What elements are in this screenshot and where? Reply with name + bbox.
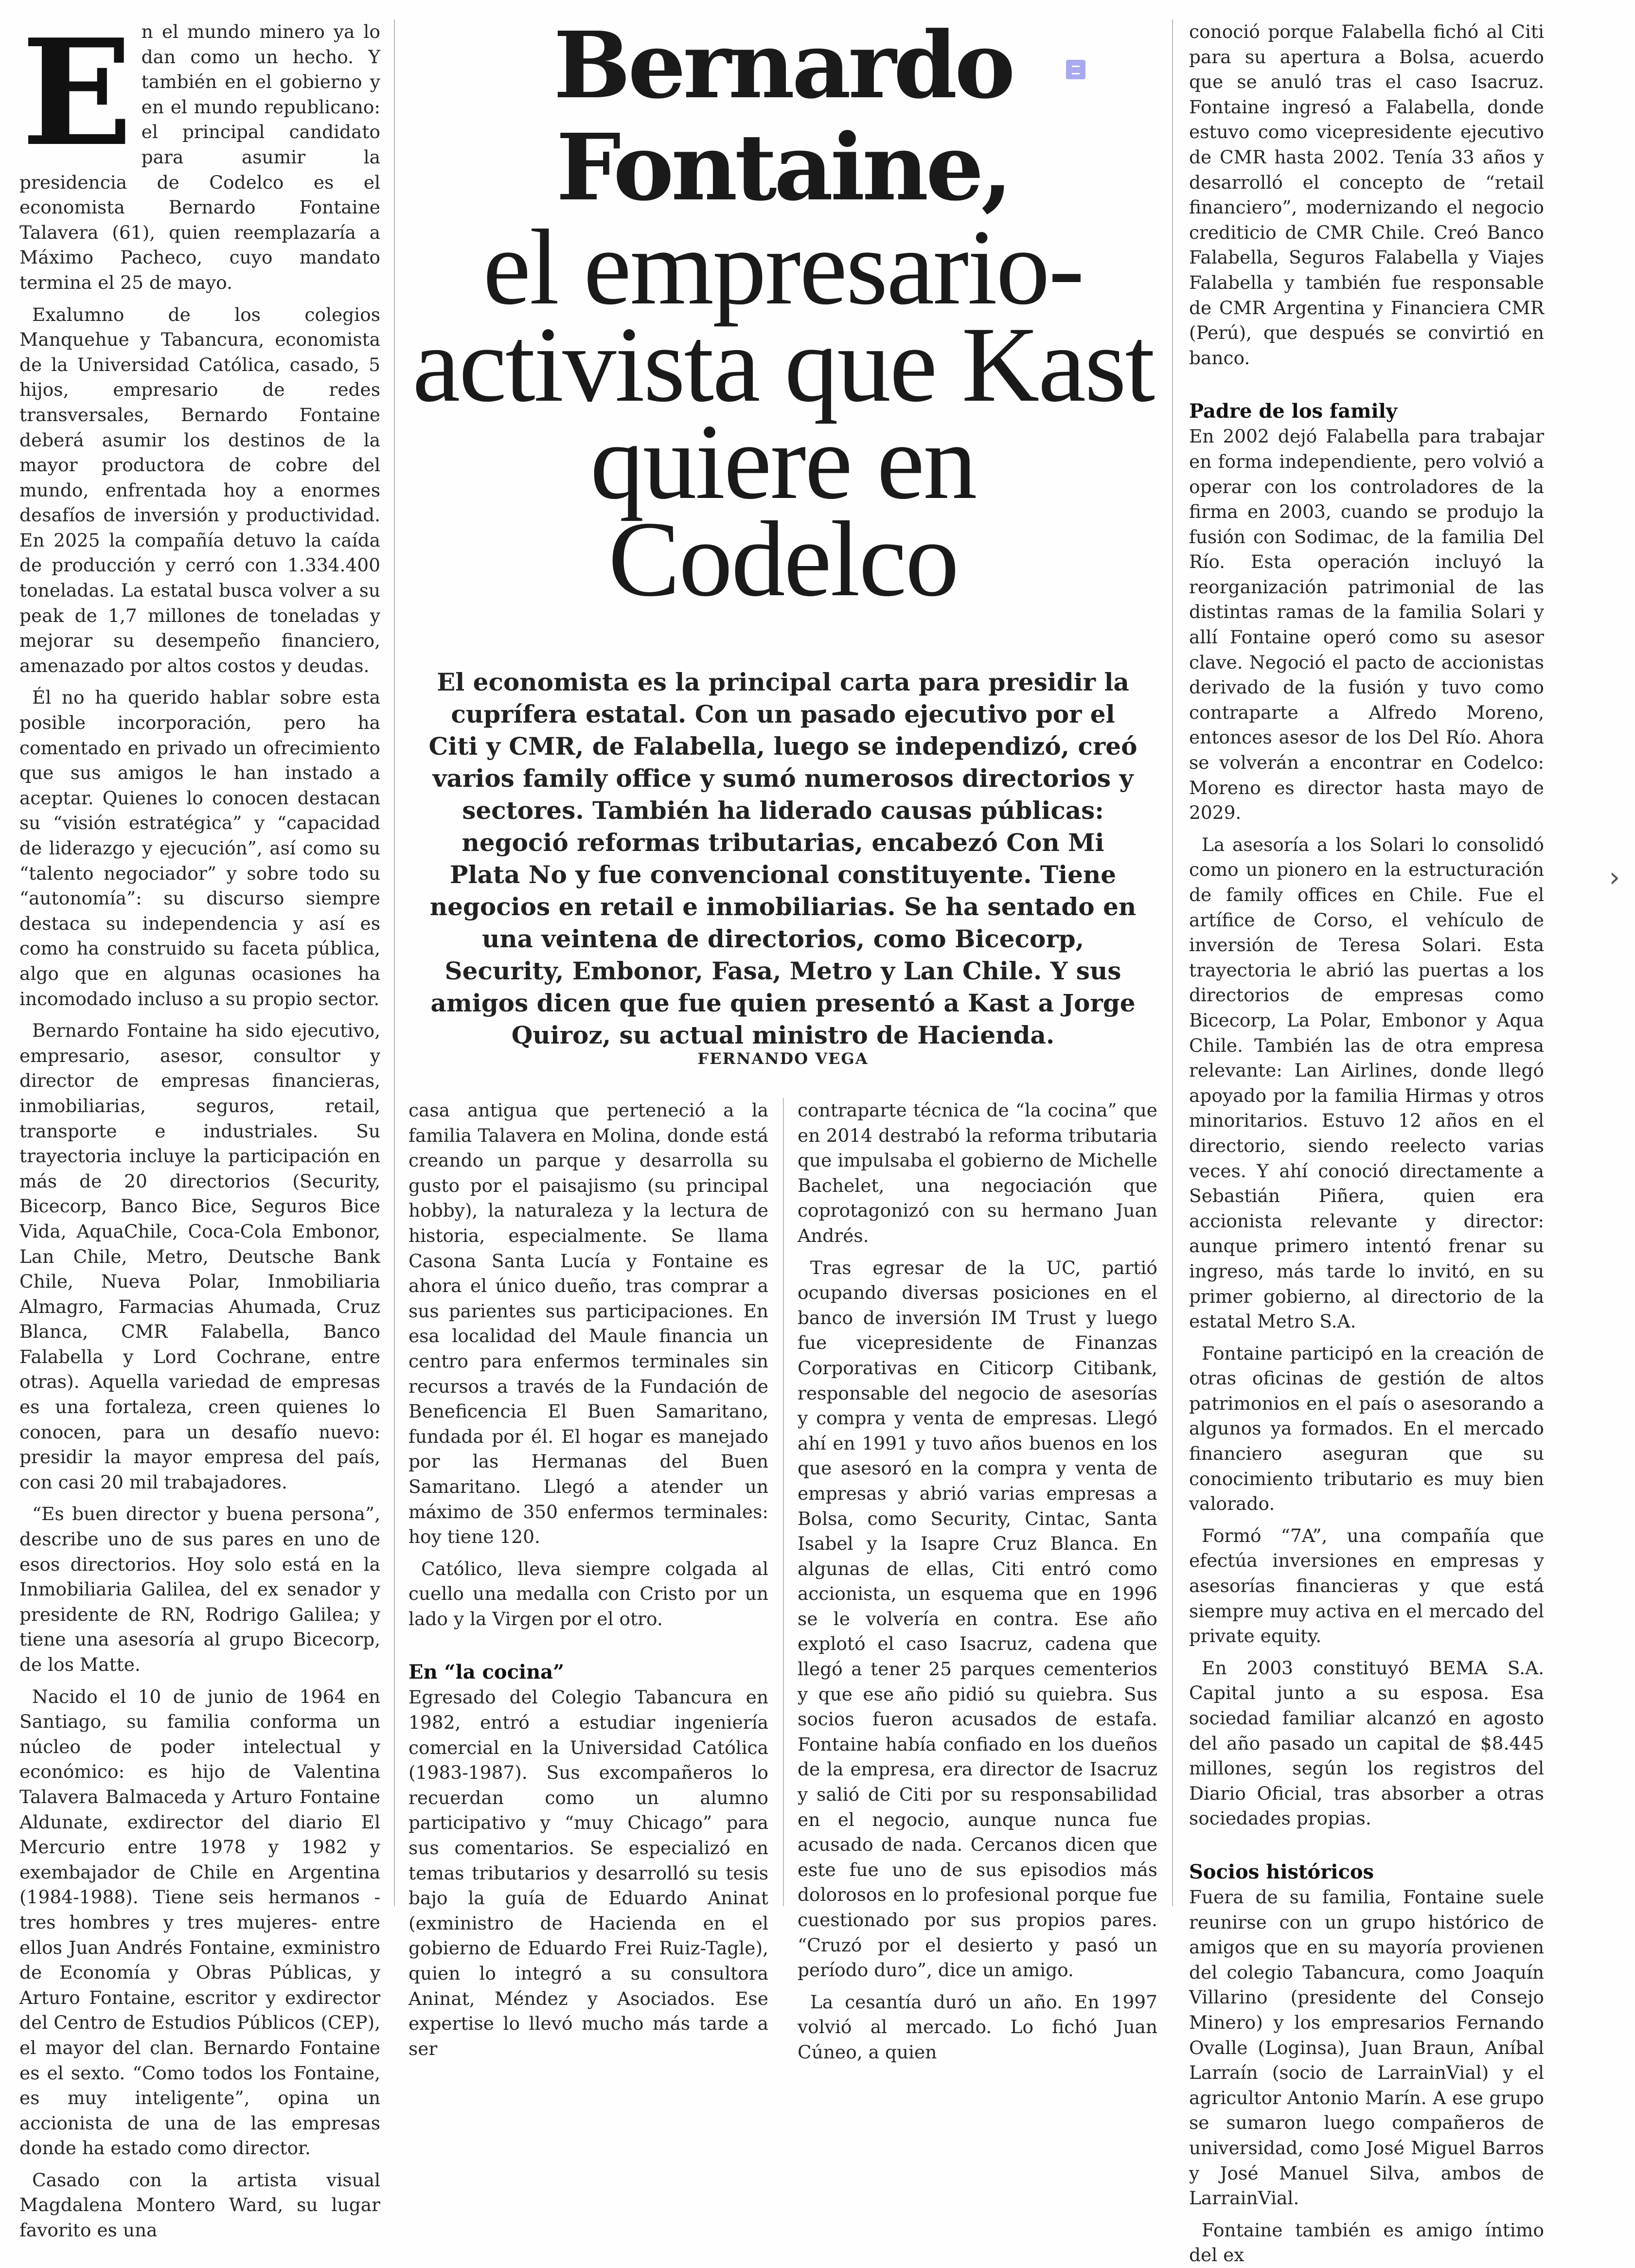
byline: FERNANDO VEGA [697, 1049, 869, 1068]
subheading: Padre de los family [1189, 400, 1398, 423]
headline-light-line: quiere en Codelco [590, 402, 976, 619]
paragraph: Fontaine también es amigo íntimo del ex [1189, 2219, 1544, 2266]
paragraph: Fuera de su familia, Fontaine suele reunirse con un grupo histórico de amigos que en su mayoría provienen del colegio Tabancura, como Joaquín Villarino (presidente del Consejo Minero) y los empresarios Fernando Ovalle (Loginsa), Juan Braun, Aníbal Larraín (socio de LarrainVial) y el agricultor Antonio Marín. A ese grupo se sumaron luego compañeros de universidad, como José Miguel Barros y José Manuel Silva, ambos de LarrainVial. [1189, 1886, 1544, 2209]
headline-light-line: el empresario- [483, 208, 1083, 327]
column-3 [798, 1098, 1157, 2065]
paragraph: En 2003 constituyó BEMA S.A. Capital junto a su esposa. Esa sociedad familiar alcanzó en agosto del año pasado un capital de $8.445 millones, según los registros del Diario Oficial, tras absorber a otras sociedades propias. [1189, 1657, 1544, 1829]
headline-bold-line: Bernardo [553, 12, 1013, 119]
article-deck: El economista es la principal carta para presidir la cuprífera estatal. Con un pasado ejecutivo por el Citi y CMR, de Falabella, luego se independizó, creó varios family office y sumó numerosos directorios y sectores. También ha liderado causas públicas: negoció reformas tributarias, encabezó Con Mi Plata No y fue convencional constituyente. Tiene negocios en retail e inmobiliarias. Se ha sentado en una veintena de directorios, como Bicecorp, Security, Embonor, Fasa, Metro y Lan Chile. Y sus amigos dicen que fue quien presentó a Kast a Jorge Quiroz, su actual ministro de Hacienda. [428, 668, 1137, 1049]
headline-light-line: activista que Kast [412, 305, 1154, 425]
paragraph: Católico, lleva siempre colgada al cuello una medalla con Cristo por un lado y la Virgen por el otro. [409, 1558, 768, 1630]
paragraph: Fontaine participó en la creación de otras oficinas de gestión de altos patrimonios en el país o asesorando a algunos ya formados. En el mercado financiero aseguran que su conocimiento tributario es muy bien valorado. [1189, 1342, 1544, 1515]
paragraph: La cesantía duró un año. En 1997 volvió al mercado. Lo fichó Juan Cúneo, a quien [798, 1991, 1157, 2063]
headline [404, 12, 1162, 619]
paragraph: contraparte técnica de “la cocina” que en 2014 destrabó la reforma tributaria que impulsaba el gobierno de Michelle Bachelet, una negociación que coprotagonizó con su hermano Juan Andrés. [798, 1099, 1157, 1246]
paragraph: La asesoría a los Solari lo consolidó como un pionero en la estructuración de family offices en Chile. Fue el artífice de Corso, el vehículo de inversión de Teresa Solari. Esta trayectoria le abrió las puertas a los directorios de empresas como Bicecorp, La Polar, Embonor y Aqua Chile. También las de otra empresa relevante: Lan Airlines, donde llegó apoyado por la familia Hirmas y otros minoritarios. Estuvo 12 años en el directorio, siendo reelecto varias veces. Y ahí conoció directamente a Sebastián Piñera, quien era accionista relevante y director: aunque primero intentó frenar su ingreso, más tarde lo invitó, en su primer gobierno, al directorio de la estatal Metro S.A. [1189, 833, 1544, 1332]
column-4 [1189, 19, 1544, 2268]
paragraph: En 2002 dejó Falabella para trabajar en forma independiente, pero volvió a operar con los controladores de la firma en 2003, cuando se produjo la fusión con Sodimac, de la familia Del Río. Esta operación incluyó la reorganización patrimonial de las distintas ramas de la familia Solari y allí Fontaine operó como su asesor clave. Negoció el pacto de accionistas derivado de la fusión y tuvo como contraparte a Alfredo Moreno, entonces asesor de los Del Río. Ahora se volverán a encontrar en Codelco: Moreno es director hasta mayo de 2029. [1189, 425, 1544, 824]
paragraph: Egresado del Colegio Tabancura en 1982, entró a estudiar ingeniería comercial en la Universidad Católica (1983-1987). Sus excompañeros lo recuerdan como un alumno participativo y “muy Chicago” para sus comentarios. Se especializó en temas tributarios y desarrolló su tesis bajo la guía de Eduardo Aninat (exministro de Hacienda en el gobierno de Eduardo Frei Ruiz-Tagle), quien lo integró a su consultora Aninat, Méndez y Asociados. Ese expertise lo llevó mucho más tarde a ser [409, 1686, 768, 2059]
column-1 [19, 7, 380, 2243]
headline-bold-line: Fontaine, [556, 114, 1010, 221]
paragraph: Exalumno de los colegios Manquehue y Tabancura, economista de la Universidad Católica, casado, 5 hijos, empresario de redes transversales, Bernardo Fontaine deberá asumir los destinos de la mayor productora de cobre del mundo, enfrentada hoy a enormes desafíos de inversión y productividad. En 2025 la compañía detuvo la caída de producción y cerró con 1.334.400 toneladas. La estatal busca volver a su peak de 1,7 millones de toneladas y mejorar su desempeño financiero, amenazado por altos costos y deudas. [19, 303, 380, 676]
paragraph: Tras egresar de la UC, partió ocupando diversas posiciones en el banco de inversión IM Trust y luego fue vicepresidente de Finanzas Corporativas en Citicorp Citibank, responsable del negocio de asesorías y compra y venta de empresas. Llegó ahí en 1991 y tuvo años buenos en los que asesoró en la compra y venta de empresas y abrió varias empresas a Bolsa, como Security, Cintac, Santa Isabel y la Isapre Cruz Blanca. En algunas de ellas, Citi entró como accionista, un esquema que en 1996 se le volvería en contra. Ese año explotó el caso Isacruz, cadena que llegó a tener 25 parques cementerios y que ese año pidió su quiebra. Sus socios fueron acusados de estafa. Fontaine había confiado en los dueños de la empresa, era director de Isacruz y salió de Citi por su responsabilidad en el negocio, aunque nunca fue acusado de nada. Cercanos dicen que este fue uno de sus episodios más dolorosos en lo profesional porque fue cuestionado por sus propios pares. “Cruzó por el desierto y pasó un período duro”, dice un amigo. [798, 1257, 1157, 1981]
next-page-arrow-icon[interactable]: › [1609, 862, 1620, 893]
paragraph: Casado con la artista visual Magdalena Montero Ward, su lugar favorito es una [19, 2169, 380, 2241]
paragraph: n el mundo minero ya lo dan como un hecho. Y también en el gobierno y en el mundo republicano: el principal candidato para asumir la presidencia de Codelco es el economista Bernardo Fontaine Talavera (61), quien reemplazaría a Máximo Pacheco, cuyo mandato termina el 25 de mayo. [19, 21, 380, 293]
paragraph: Bernardo Fontaine ha sido ejecutivo, empresario, asesor, consultor y director de empresas financieras, inmobiliarias, seguros, retail, transporte e industriales. Su trayectoria incluye la participación en más de 20 directorios (Security, Bicecorp, Banco Bice, Seguros Bice Vida, AquaChile, Coca-Cola Embonor, Lan Chile, Metro, Deutsche Bank Chile, Nueva Polar, Inmobiliaria Almagro, Farmacias Ahumada, Cruz Blanca, CMR Falabella, Banco Falabella y Lord Cochrane, entre otras). Aquella variedad de empresas es una fortaleza, creen quienes lo conocen, para un desafío nuevo: presidir la mayor empresa del país, con casi 20 mil trabajadores. [19, 1020, 380, 1493]
paragraph: Él no ha querido hablar sobre esta posible incorporación, pero ha comentado en privado un ofrecimiento que sus amigos le han instado a aceptar. Quienes lo conocen destacan su “visión estratégica” y “capacidad de liderazgo y ejecución”, así como su “talento negociador” y sobre todo su “autonomía”: su discurso siempre destaca su independencia y así es como ha construido su faceta pública, algo que en algunas ocasiones ha incomodado incluso a su propio sector. [19, 687, 380, 1010]
subheading: En “la cocina” [409, 1661, 565, 1684]
paragraph: casa antigua que perteneció a la familia Talavera en Molina, donde está creando un parque y desarrolla su gusto por el paisajismo (su principal hobby), la naturaleza y la lectura de historia, especialmente. Se llama Casona Santa Lucía y Fontaine es ahora el único dueño, tras comprar a sus parientes sus participaciones. En esa localidad del Maule financia un centro para enfermos terminales sin recursos a través de la Fundación de Beneficencia El Buen Samaritano, fundada por él. El hogar es manejado por las Hermanas del Buen Samaritano. Llegó a atender un máximo de 350 enfermos terminales: hoy tiene 120. [409, 1099, 768, 1548]
paragraph: “Es buen director y buena persona”, describe uno de sus pares en uno de esos directorios. Hoy solo está en la Inmobiliaria Galilea, del ex senador y presidente de RN, Rodrigo Galilea; y tiene una asesoría al grupo Bicecorp, de los Matte. [19, 1503, 380, 1675]
drop-cap: E [21, 7, 133, 178]
column-divider [394, 19, 395, 1906]
column-2 [409, 1098, 768, 2061]
paragraph: conoció porque Falabella fichó al Citi para su apertura a Bolsa, acuerdo que se anuló tras el caso Isacruz. Fontaine ingresó a Falabella, donde estuvo como vicepresidente ejecutivo de CMR hasta 2002. Tenía 33 años y desarrolló el concepto de “retail financiero”, modernizando el negocio crediticio de CMR Chile. Creó Banco Falabella, Seguros Falabella y Viajes Falabella y también fue responsable de CMR Argentina y Financiera CMR (Perú), que después se convirtió en banco. [1189, 21, 1544, 369]
paragraph: Nacido el 10 de junio de 1964 en Santiago, su familia conforma un núcleo de poder intelectual y económico: es hijo de Valentina Talavera Balmaceda y Arturo Fontaine Aldunate, exdirector del diario El Mercurio entre 1978 y 1982 y exembajador de Chile en Argentina (1984-1988). Tiene seis hermanos -tres hombres y tres mujeres- entre ellos Juan Andrés Fontaine, exministro de Economía y Obras Públicas, y Arturo Fontaine, escritor y exdirector del Centro de Estudios Públicos (CEP), el mayor del clan. Bernardo Fontaine es el sexto. “Como todos los Fontaine, es muy inteligente”, opina un accionista de una de las empresas donde ha estado como director. [19, 1685, 380, 2159]
column-divider [1172, 19, 1173, 1906]
subheading: Socios históricos [1189, 1860, 1374, 1883]
column-divider [783, 1098, 784, 1906]
paragraph: Formó “7A”, una compañía que efectúa inversiones en empresas y asesorías financieras y que está siempre muy activa en el mercado del private equity. [1189, 1524, 1544, 1647]
note-icon[interactable] [1066, 60, 1085, 79]
